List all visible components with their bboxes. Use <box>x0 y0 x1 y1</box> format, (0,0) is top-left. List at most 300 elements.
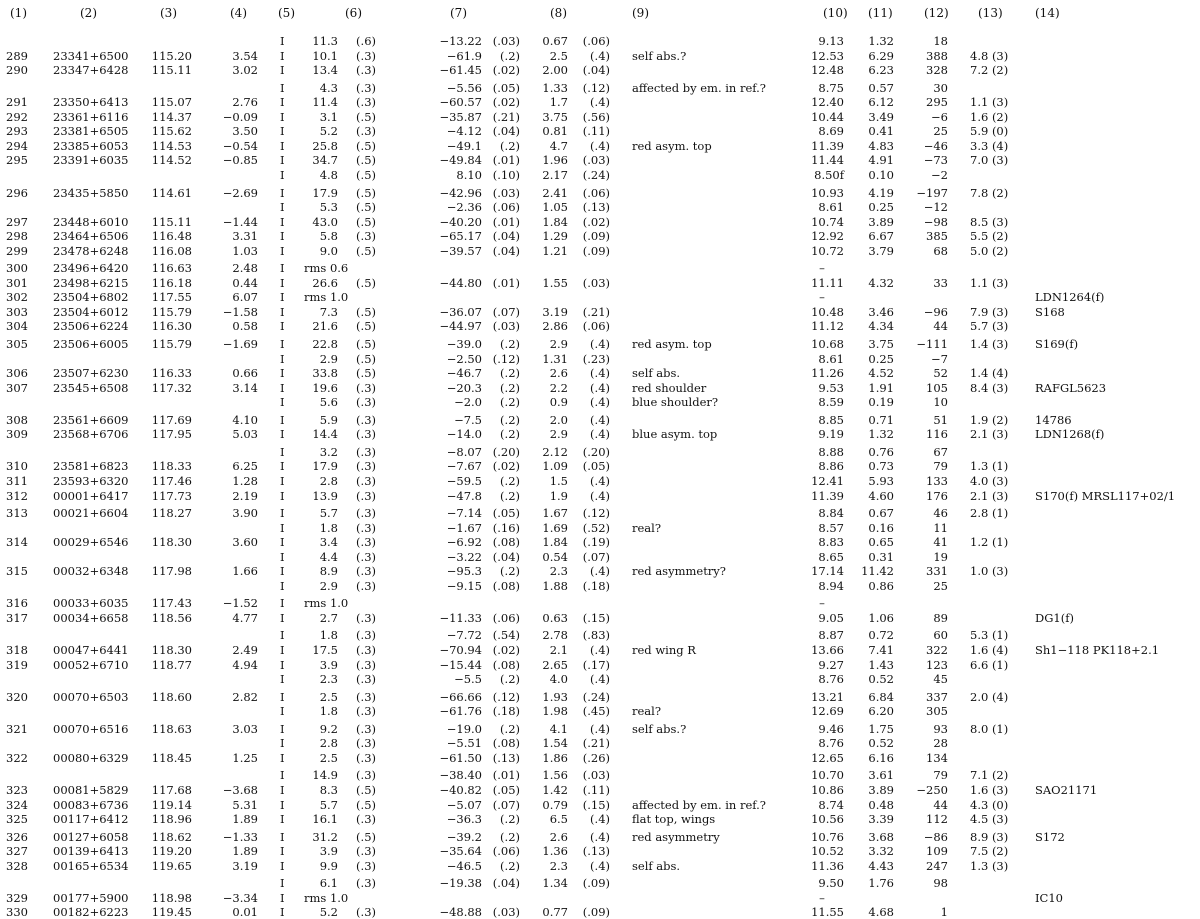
tmb: 2.9 <box>319 578 338 593</box>
remark: blue asym. top <box>632 427 718 442</box>
table-row <box>0 63 1200 77</box>
velocity-error: (.2) <box>500 829 520 844</box>
source-number: 326 <box>6 829 28 844</box>
table-row <box>0 229 1200 243</box>
line-width-error: (.4) <box>590 858 610 873</box>
tmb: 17.9 <box>312 459 338 474</box>
flag: I <box>280 48 285 63</box>
tmb: 1.8 <box>319 520 338 535</box>
col-10: 10.74 <box>811 214 844 229</box>
flag: I <box>280 858 285 873</box>
tmb-error: (.3) <box>356 704 376 719</box>
line-width: 0.81 <box>542 124 568 139</box>
velocity: −35.64 <box>439 844 482 859</box>
tmb: 4.3 <box>319 80 338 95</box>
velocity-error: (.08) <box>492 578 520 593</box>
col-10: – <box>819 890 825 905</box>
source-number: 311 <box>6 473 28 488</box>
iras-name: 00034+6658 <box>53 610 129 625</box>
velocity: −95.3 <box>446 564 482 579</box>
remark: self abs.? <box>632 721 687 736</box>
iras-name: 00033+6035 <box>53 596 129 611</box>
col-11: 11.42 <box>861 564 894 579</box>
col-12: 123 <box>926 657 948 672</box>
tmb-error: (.5) <box>356 782 376 797</box>
remark: self abs.? <box>632 48 687 63</box>
galactic-l: 116.18 <box>151 275 192 290</box>
table-row <box>0 643 1200 657</box>
iras-name: 23496+6420 <box>53 261 129 276</box>
col-13: 8.4 (3) <box>970 380 1009 395</box>
tmb-error: (.3) <box>356 610 376 625</box>
velocity: −70.94 <box>439 643 482 657</box>
col-13: 1.0 (3) <box>970 564 1009 579</box>
tmb-error: (.3) <box>356 750 376 765</box>
col-12: 52 <box>933 366 948 381</box>
tmb: 13.9 <box>312 488 338 503</box>
line-width-error: (.05) <box>582 459 610 474</box>
source-number: 307 <box>6 380 28 395</box>
tmb-error: (.3) <box>356 95 376 110</box>
iras-name: 23507+6230 <box>53 366 129 381</box>
tmb-error: (.3) <box>356 578 376 593</box>
col-11: 0.41 <box>868 124 894 139</box>
tmb-error: (.3) <box>356 444 376 459</box>
col-13: 1.1 (3) <box>970 95 1009 110</box>
galactic-b: 6.07 <box>232 290 258 305</box>
col-10: 8.87 <box>818 628 844 643</box>
tmb-error: (.3) <box>356 657 376 672</box>
identification: LDN1268(f) <box>1035 427 1105 442</box>
velocity-error: (.20) <box>492 444 520 459</box>
velocity: −13.22 <box>439 34 482 48</box>
tmb-error: (.3) <box>356 124 376 139</box>
source-number: 306 <box>6 366 28 381</box>
tmb: 3.9 <box>319 844 338 859</box>
galactic-l: 115.07 <box>151 95 192 110</box>
velocity-error: (.10) <box>492 167 520 182</box>
line-width-error: (.4) <box>590 721 610 736</box>
iras-name: 23341+6500 <box>53 48 129 63</box>
col-10: 12.69 <box>811 704 844 719</box>
velocity: −39.57 <box>439 243 482 258</box>
col-12: 133 <box>926 473 948 488</box>
tmb-error: (.3) <box>356 520 376 535</box>
galactic-l: 119.45 <box>151 905 192 919</box>
velocity-error: (.12) <box>492 351 520 366</box>
line-width: 1.31 <box>542 351 568 366</box>
line-width-error: (.15) <box>582 797 610 812</box>
col-12: 46 <box>933 506 948 521</box>
table-row <box>0 49 1200 63</box>
col-10: 11.39 <box>811 138 844 153</box>
identification: S168 <box>1035 304 1065 319</box>
velocity-error: (.02) <box>492 643 520 657</box>
velocity: −61.76 <box>439 704 482 719</box>
source-number: 303 <box>6 304 28 319</box>
col-13: 2.0 (4) <box>970 689 1009 704</box>
galactic-l: 114.52 <box>151 153 192 168</box>
tmb: 5.8 <box>319 229 338 244</box>
velocity-error: (.06) <box>492 844 520 859</box>
col-13: 5.0 (2) <box>970 243 1009 258</box>
tmb-error: (.3) <box>356 672 376 687</box>
velocity-error: (.03) <box>492 319 520 334</box>
source-number: 319 <box>6 657 28 672</box>
tmb: 2.5 <box>319 750 338 765</box>
tmb: rms 0.6 <box>304 261 349 276</box>
table-row <box>0 564 1200 578</box>
velocity-error: (.2) <box>500 412 520 427</box>
velocity: −47.8 <box>446 488 482 503</box>
flag: I <box>280 736 285 751</box>
source-number: 299 <box>6 243 28 258</box>
tmb-error: (.3) <box>356 736 376 751</box>
tmb: 9.0 <box>319 243 338 258</box>
tmb: 19.6 <box>312 380 338 395</box>
col-10: 11.44 <box>811 153 844 168</box>
source-number: 323 <box>6 782 28 797</box>
velocity: −5.51 <box>446 736 482 751</box>
iras-name: 23385+6053 <box>53 138 129 153</box>
flag: I <box>280 829 285 844</box>
galactic-b: −1.58 <box>222 304 258 319</box>
col-10: 8.61 <box>818 351 844 366</box>
col-10: 8.59 <box>818 395 844 410</box>
galactic-l: 118.77 <box>151 657 192 672</box>
col-12: −46 <box>923 138 948 153</box>
flag: I <box>280 34 285 48</box>
velocity: −60.57 <box>439 95 482 110</box>
galactic-l: 114.53 <box>151 138 192 153</box>
table-row <box>0 215 1200 229</box>
flag: I <box>280 337 285 351</box>
galactic-b: 0.44 <box>232 275 258 290</box>
tmb-error: (.5) <box>356 167 376 182</box>
table-row <box>0 579 1200 593</box>
col-12: 176 <box>926 488 948 503</box>
remark: flat top, wings <box>632 812 716 827</box>
tmb: 22.8 <box>312 337 338 351</box>
line-width: 4.1 <box>549 721 568 736</box>
velocity: −15.44 <box>439 657 482 672</box>
flag: I <box>280 200 285 215</box>
col-10: 8.84 <box>818 506 844 521</box>
col-11: 3.79 <box>868 243 894 258</box>
col-11: 6.20 <box>868 704 894 719</box>
galactic-b: 4.10 <box>232 412 258 427</box>
flag: I <box>280 395 285 410</box>
identification: 14786 <box>1035 412 1072 427</box>
galactic-b: 2.82 <box>232 689 258 704</box>
galactic-l: 118.56 <box>151 610 192 625</box>
col-11: 0.48 <box>868 797 894 812</box>
col-10: 12.48 <box>811 63 844 78</box>
source-number: 308 <box>6 412 28 427</box>
iras-name: 23504+6012 <box>53 304 129 319</box>
table-row <box>0 672 1200 686</box>
iras-name: 23506+6224 <box>53 319 129 334</box>
line-width: 2.5 <box>549 48 568 63</box>
galactic-l: 118.27 <box>151 506 192 521</box>
line-width-error: (.09) <box>582 229 610 244</box>
col-12: −98 <box>923 214 948 229</box>
col-13: 2.8 (1) <box>970 506 1009 521</box>
table-row <box>0 337 1200 351</box>
column-header-12: (12) <box>924 6 949 20</box>
col-11: 3.32 <box>868 844 894 859</box>
iras-name: 23435+5850 <box>53 185 129 200</box>
flag: I <box>280 564 285 579</box>
tmb: 14.9 <box>312 768 338 783</box>
velocity-error: (.07) <box>492 797 520 812</box>
iras-name: 00052+6710 <box>53 657 129 672</box>
tmb: 3.1 <box>319 109 338 124</box>
velocity-error: (.2) <box>500 138 520 153</box>
iras-name: 23391+6035 <box>53 153 129 168</box>
tmb: 16.1 <box>312 812 338 827</box>
col-13: 4.5 (3) <box>970 812 1009 827</box>
remark: affected by em. in ref.? <box>632 797 766 812</box>
velocity-error: (.05) <box>492 506 520 521</box>
tmb: 17.9 <box>312 185 338 200</box>
galactic-l: 118.98 <box>151 890 192 905</box>
tmb-error: (.6) <box>356 34 376 48</box>
col-13: 6.6 (1) <box>970 657 1009 672</box>
velocity: −46.5 <box>446 858 482 873</box>
tmb: 1.8 <box>319 628 338 643</box>
col-11: 0.10 <box>868 167 894 182</box>
col-12: 67 <box>933 444 948 459</box>
galactic-l: 117.55 <box>151 290 192 305</box>
col-13: 5.7 (3) <box>970 319 1009 334</box>
col-11: 7.41 <box>868 643 894 657</box>
col-11: 1.91 <box>868 380 894 395</box>
velocity: −59.5 <box>446 473 482 488</box>
col-13: 2.1 (3) <box>970 427 1009 442</box>
line-width-error: (.26) <box>582 750 610 765</box>
velocity-error: (.03) <box>492 185 520 200</box>
galactic-b: 3.03 <box>232 721 258 736</box>
col-10: 8.86 <box>818 459 844 474</box>
flag: I <box>280 366 285 381</box>
velocity: −35.87 <box>439 109 482 124</box>
column-header-11: (11) <box>868 6 893 20</box>
velocity: −14.0 <box>446 427 482 442</box>
column-header-10: (10) <box>823 6 848 20</box>
table-row <box>0 427 1200 441</box>
flag: I <box>280 520 285 535</box>
col-12: 25 <box>933 578 948 593</box>
iras-name: 23498+6215 <box>53 275 129 290</box>
col-11: 4.68 <box>868 905 894 919</box>
tmb: 8.3 <box>319 782 338 797</box>
line-width-error: (.17) <box>582 657 610 672</box>
line-width: 2.86 <box>542 319 568 334</box>
col-10: 12.41 <box>811 473 844 488</box>
velocity-error: (.03) <box>492 34 520 48</box>
line-width: 1.05 <box>542 200 568 215</box>
col-13: 4.3 (0) <box>970 797 1009 812</box>
table-row <box>0 844 1200 858</box>
source-number: 309 <box>6 427 28 442</box>
source-number: 330 <box>6 905 28 919</box>
table-row <box>0 596 1200 610</box>
column-header-9: (9) <box>632 6 649 20</box>
galactic-b: 2.48 <box>232 261 258 276</box>
velocity-error: (.2) <box>500 427 520 442</box>
iras-name: 00127+6058 <box>53 829 129 844</box>
col-13: 7.8 (2) <box>970 185 1009 200</box>
col-12: 10 <box>933 395 948 410</box>
col-13: 1.3 (1) <box>970 459 1009 474</box>
line-width: 6.5 <box>549 812 568 827</box>
line-width-error: (.09) <box>582 243 610 258</box>
velocity: −36.07 <box>439 304 482 319</box>
table-row <box>0 905 1200 919</box>
velocity: −61.9 <box>446 48 482 63</box>
line-width-error: (.15) <box>582 610 610 625</box>
tmb-error: (.5) <box>356 243 376 258</box>
line-width: 1.29 <box>542 229 568 244</box>
velocity-error: (.03) <box>492 905 520 919</box>
col-12: 79 <box>933 768 948 783</box>
line-width-error: (.4) <box>590 643 610 657</box>
line-width-error: (.07) <box>582 549 610 564</box>
table-row <box>0 783 1200 797</box>
flag: I <box>280 890 285 905</box>
col-10: 10.70 <box>811 768 844 783</box>
galactic-b: 3.60 <box>232 535 258 550</box>
iras-name: 23593+6320 <box>53 473 129 488</box>
iras-name: 00139+6413 <box>53 844 129 859</box>
col-11: 3.49 <box>868 109 894 124</box>
tmb: rms 1.0 <box>304 890 349 905</box>
velocity: −8.07 <box>446 444 482 459</box>
table-row <box>0 139 1200 153</box>
col-12: −250 <box>916 782 948 797</box>
iras-name: 00081+5829 <box>53 782 129 797</box>
flag: I <box>280 138 285 153</box>
col-12: 11 <box>933 520 948 535</box>
velocity: −48.88 <box>439 905 482 919</box>
tmb: 13.4 <box>312 63 338 78</box>
source-number: 316 <box>6 596 28 611</box>
tmb: 4.4 <box>319 549 338 564</box>
col-13: 3.3 (4) <box>970 138 1009 153</box>
tmb: 31.2 <box>312 829 338 844</box>
galactic-b: 4.77 <box>232 610 258 625</box>
galactic-b: 1.25 <box>232 750 258 765</box>
galactic-b: 3.50 <box>232 124 258 139</box>
line-width: 1.36 <box>542 844 568 859</box>
line-width-error: (.24) <box>582 689 610 704</box>
iras-name: 23361+6116 <box>53 109 129 124</box>
table-row <box>0 81 1200 95</box>
flag: I <box>280 704 285 719</box>
galactic-l: 115.20 <box>151 48 192 63</box>
line-width-error: (.4) <box>590 337 610 351</box>
col-12: 295 <box>926 95 948 110</box>
col-11: 3.89 <box>868 214 894 229</box>
velocity-error: (.16) <box>492 520 520 535</box>
line-width: 0.9 <box>549 395 568 410</box>
col-12: 322 <box>926 643 948 657</box>
col-10: 11.11 <box>811 275 844 290</box>
galactic-b: −0.54 <box>222 138 258 153</box>
tmb-error: (.3) <box>356 858 376 873</box>
velocity: −2.0 <box>454 395 482 410</box>
velocity-error: (.2) <box>500 858 520 873</box>
col-12: 44 <box>933 319 948 334</box>
col-11: 1.06 <box>868 610 894 625</box>
tmb-error: (.3) <box>356 229 376 244</box>
col-11: 4.52 <box>868 366 894 381</box>
galactic-b: −1.69 <box>222 337 258 351</box>
tmb-error: (.5) <box>356 351 376 366</box>
line-width: 1.9 <box>549 488 568 503</box>
galactic-l: 117.46 <box>151 473 192 488</box>
col-13: 1.9 (2) <box>970 412 1009 427</box>
col-13: 4.8 (3) <box>970 48 1009 63</box>
tmb: 7.3 <box>319 304 338 319</box>
line-width-error: (.13) <box>582 200 610 215</box>
flag: I <box>280 80 285 95</box>
tmb-error: (.5) <box>356 337 376 351</box>
table-row <box>0 186 1200 200</box>
flag: I <box>280 797 285 812</box>
galactic-l: 118.30 <box>151 643 192 657</box>
velocity-error: (.02) <box>492 95 520 110</box>
table-row <box>0 305 1200 319</box>
velocity: −38.40 <box>439 768 482 783</box>
tmb-error: (.5) <box>356 200 376 215</box>
col-11: 0.65 <box>868 535 894 550</box>
table-row <box>0 34 1200 48</box>
line-width: 2.12 <box>542 444 568 459</box>
tmb: 2.5 <box>319 689 338 704</box>
line-width-error: (.4) <box>590 488 610 503</box>
source-number: 314 <box>6 535 28 550</box>
line-width: 4.0 <box>549 672 568 687</box>
table-row <box>0 611 1200 625</box>
col-12: 60 <box>933 628 948 643</box>
flag: I <box>280 185 285 200</box>
flag: I <box>280 844 285 859</box>
col-13: 1.1 (3) <box>970 275 1009 290</box>
column-header-8: (8) <box>550 6 567 20</box>
line-width-error: (.83) <box>582 628 610 643</box>
iras-name: 00177+5900 <box>53 890 129 905</box>
galactic-b: 3.54 <box>232 48 258 63</box>
remark: red asym. top <box>632 138 712 153</box>
col-12: −6 <box>931 109 948 124</box>
source-number: 321 <box>6 721 28 736</box>
col-10: 11.55 <box>811 905 844 919</box>
galactic-l: 115.62 <box>151 124 192 139</box>
line-width: 1.56 <box>542 768 568 783</box>
iras-name: 23561+6609 <box>53 412 129 427</box>
galactic-b: 1.89 <box>232 844 258 859</box>
tmb-error: (.3) <box>356 63 376 78</box>
iras-name: 00070+6516 <box>53 721 129 736</box>
iras-name: 00080+6329 <box>53 750 129 765</box>
source-number: 324 <box>6 797 28 812</box>
line-width-error: (.21) <box>582 304 610 319</box>
flag: I <box>280 488 285 503</box>
tmb: 2.3 <box>319 672 338 687</box>
tmb: 9.2 <box>319 721 338 736</box>
